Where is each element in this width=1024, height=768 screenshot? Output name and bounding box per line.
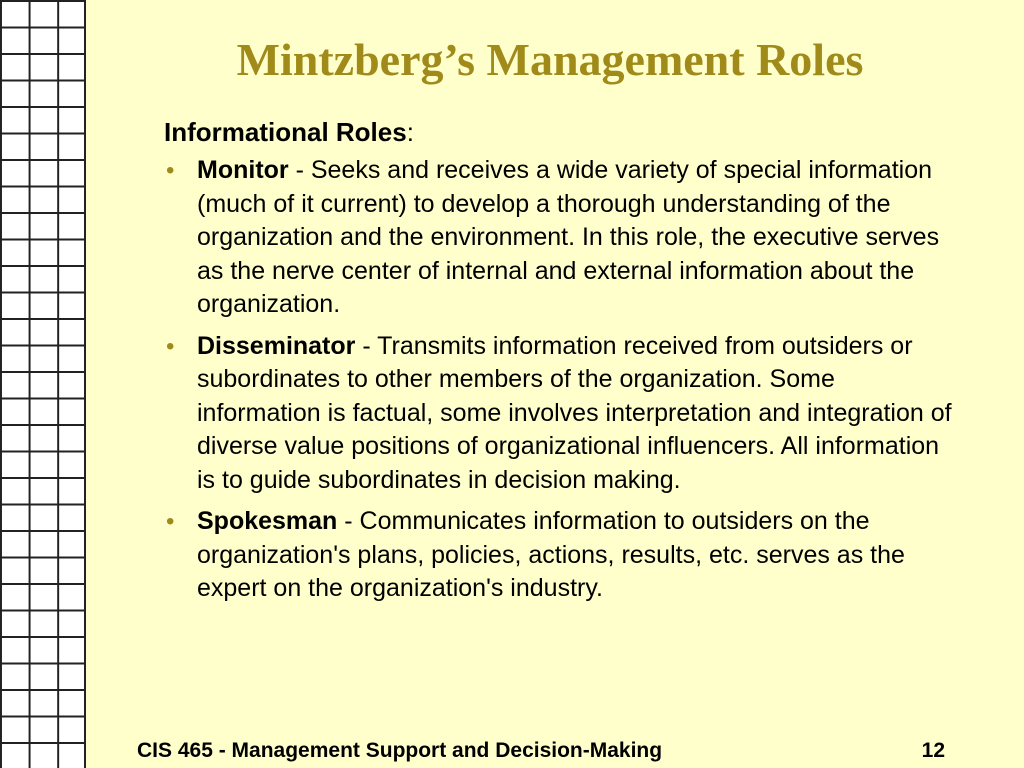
role-term: Spokesman [197, 507, 338, 535]
section-heading-colon: : [406, 117, 414, 147]
roles-list [164, 154, 954, 606]
bullet-icon: • [166, 332, 175, 360]
role-term: Disseminator [197, 331, 356, 360]
footer-course-title: CIS 465 - Management Support and Decision-Making [137, 739, 663, 762]
slide-title: Mintzberg’s Management Roles [236, 34, 864, 85]
list-item-disseminator [164, 330, 954, 498]
bullet-icon: • [166, 157, 175, 184]
list-item-monitor [164, 154, 954, 322]
decorative-grid-strip [0, 0, 86, 768]
section-heading: Informational Roles [164, 117, 407, 147]
role-description: - Transmits information received from outsiders or subordinates to other members of the organization. Some information is factual, some involves interpretation and integration of diverse value positions of organizational influencers. All information is to guide subordinates in decision making. [197, 331, 952, 494]
footer-page-number: 12 [921, 739, 945, 762]
role-description: - Seeks and receives a wide variety of special information (much of it current) to develop a thorough understanding of the organization and the environment. In this role, the executive serves as the nerve center of internal and external information about the organization. [197, 156, 940, 318]
list-item-spokesman [164, 505, 954, 606]
section-subtitle [164, 114, 954, 150]
slide-content [164, 114, 954, 614]
role-description: - Communicates information to outsiders on the organization's plans, policies, actions, results, etc. serves as the expert on the organization's industry. [197, 507, 905, 602]
role-term: Monitor [197, 156, 289, 184]
bullet-icon: • [166, 508, 175, 535]
